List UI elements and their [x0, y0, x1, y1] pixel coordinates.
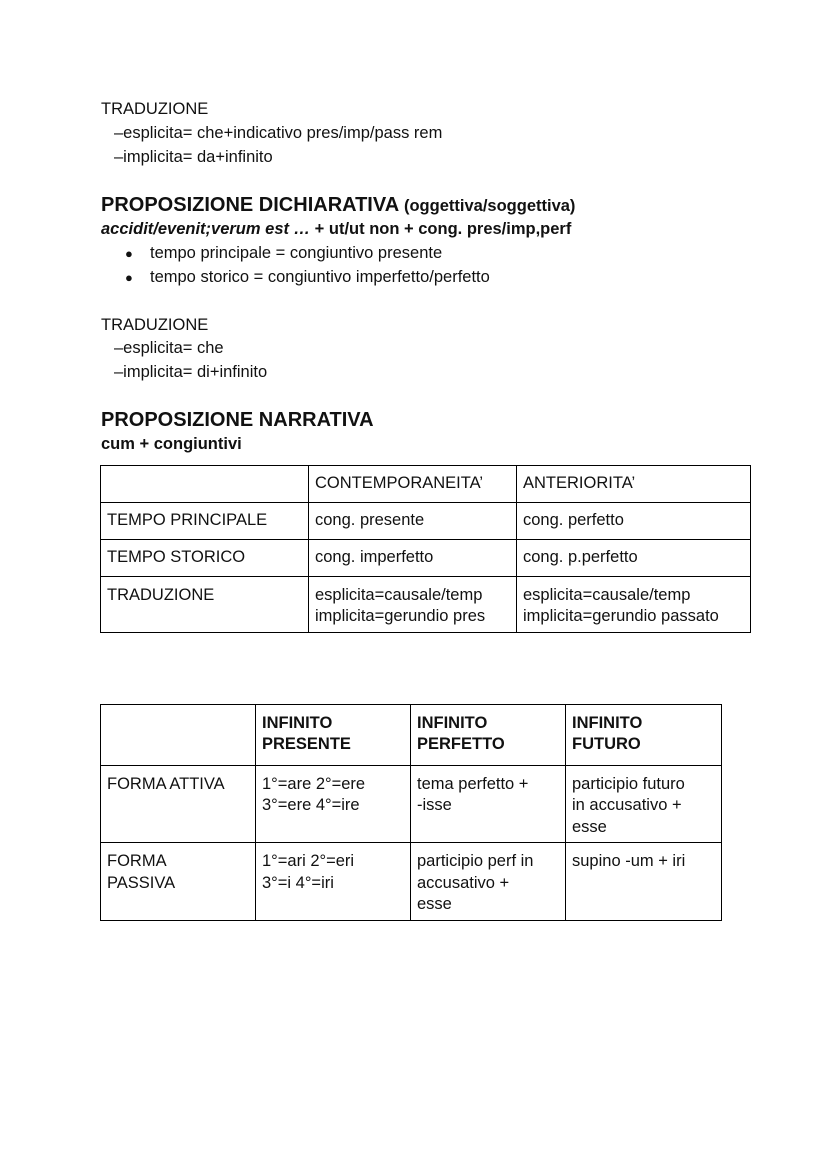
table-cell: cong. presente — [309, 503, 517, 540]
bullet-item: ● tempo storico = congiuntivo imperfetto/perfetto — [101, 266, 761, 290]
heading-dichiarativa — [101, 192, 761, 218]
table-cell: ANTERIORITA’ — [517, 466, 751, 503]
dichiarativa-bullets — [101, 242, 761, 290]
document-page — [101, 98, 761, 457]
table-cell: 1°=ari 2°=eri 3°=i 4°=iri — [256, 843, 411, 920]
table-header-row — [101, 705, 722, 766]
table-row — [101, 843, 722, 920]
table-row — [101, 766, 722, 843]
table-cell: CONTEMPORANEITA’ — [309, 466, 517, 503]
table-cell: TRADUZIONE — [101, 577, 309, 633]
infinito-table — [100, 704, 722, 921]
narrativa-subheading: cum + congiuntivi — [101, 435, 242, 454]
heading-dichiarativa-main: PROPOSIZIONE DICHIARATIVA — [101, 193, 399, 216]
dichiarativa-rule — [101, 218, 761, 242]
table-header-row — [101, 466, 751, 503]
table-cell: FORMA ATTIVA — [101, 766, 256, 843]
translation-implicit: –implicita= di+infinito — [114, 363, 268, 382]
translation-title: TRADUZIONE — [101, 315, 209, 334]
translation-explicit: –esplicita= che+indicativo pres/imp/pass rem — [114, 123, 443, 142]
table-cell: cong. perfetto — [517, 503, 751, 540]
table-cell: 1°=are 2°=ere 3°=ere 4°=ire — [256, 766, 411, 843]
bullet-item: ● tempo principale = congiuntivo presente — [101, 242, 761, 266]
table-cell — [101, 466, 309, 503]
table-cell: TEMPO STORICO — [101, 540, 309, 577]
table-cell: cong. imperfetto — [309, 540, 517, 577]
table-header-cell: INFINITO PERFETTO — [411, 705, 566, 766]
table-cell: participio futuro in accusativo + esse — [566, 766, 722, 843]
translation-implicit: –implicita= da+infinito — [114, 147, 273, 166]
table-row — [101, 577, 751, 633]
translation-explicit: –esplicita= che — [114, 339, 224, 358]
table-cell: esplicita=causale/temp implicita=gerundio pres — [309, 577, 517, 633]
table-cell: cong. p.perfetto — [517, 540, 751, 577]
heading-dichiarativa-note: (oggettiva/soggettiva) — [403, 196, 576, 215]
table-header-cell: INFINITO PRESENTE — [256, 705, 411, 766]
table-cell: tema perfetto + -isse — [411, 766, 566, 843]
table-row — [101, 503, 751, 540]
narrativa-table — [100, 465, 751, 633]
heading-narrativa: PROPOSIZIONE NARRATIVA — [101, 409, 374, 432]
table-cell — [101, 705, 256, 766]
translation-title: TRADUZIONE — [101, 100, 209, 118]
table-cell: FORMA PASSIVA — [101, 843, 256, 920]
table-cell: TEMPO PRINCIPALE — [101, 503, 309, 540]
table-header-cell: INFINITO FUTURO — [566, 705, 722, 766]
table-cell: supino -um + iri — [566, 843, 722, 920]
table-cell: participio perf in accusativo + esse — [411, 843, 566, 920]
table-cell: esplicita=causale/temp implicita=gerundio passato — [517, 577, 751, 633]
table-row — [101, 540, 751, 577]
dichiarativa-rule-verbs: accidit/evenit;verum est … — [101, 219, 311, 238]
dichiarativa-rule-rest: + ut/ut non + cong. pres/imp,perf — [310, 219, 572, 238]
